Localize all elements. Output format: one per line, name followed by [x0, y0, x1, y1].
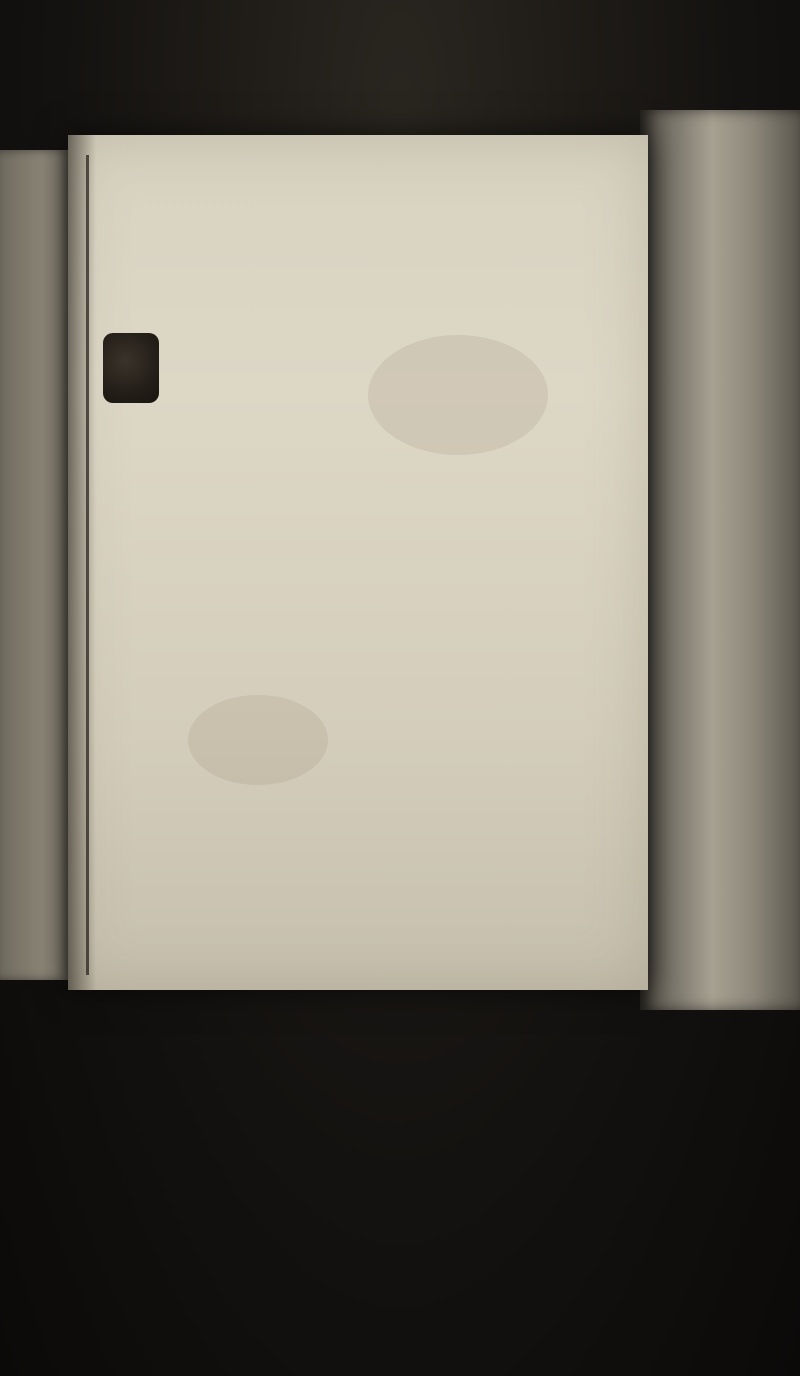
chapter-heading [103, 207, 643, 247]
book-page [68, 135, 648, 990]
paper-stain [188, 695, 328, 785]
page-text [103, 173, 643, 439]
running-header [103, 173, 643, 207]
left-page-edge [0, 150, 70, 980]
drop-cap [103, 333, 159, 403]
page-footer [103, 403, 643, 439]
chapter-subtitle [103, 287, 643, 327]
right-page-stack [640, 110, 800, 1010]
paragraph-with-drop-cap [103, 327, 643, 403]
gutter-rule [86, 155, 89, 975]
chapter-title [103, 247, 643, 287]
